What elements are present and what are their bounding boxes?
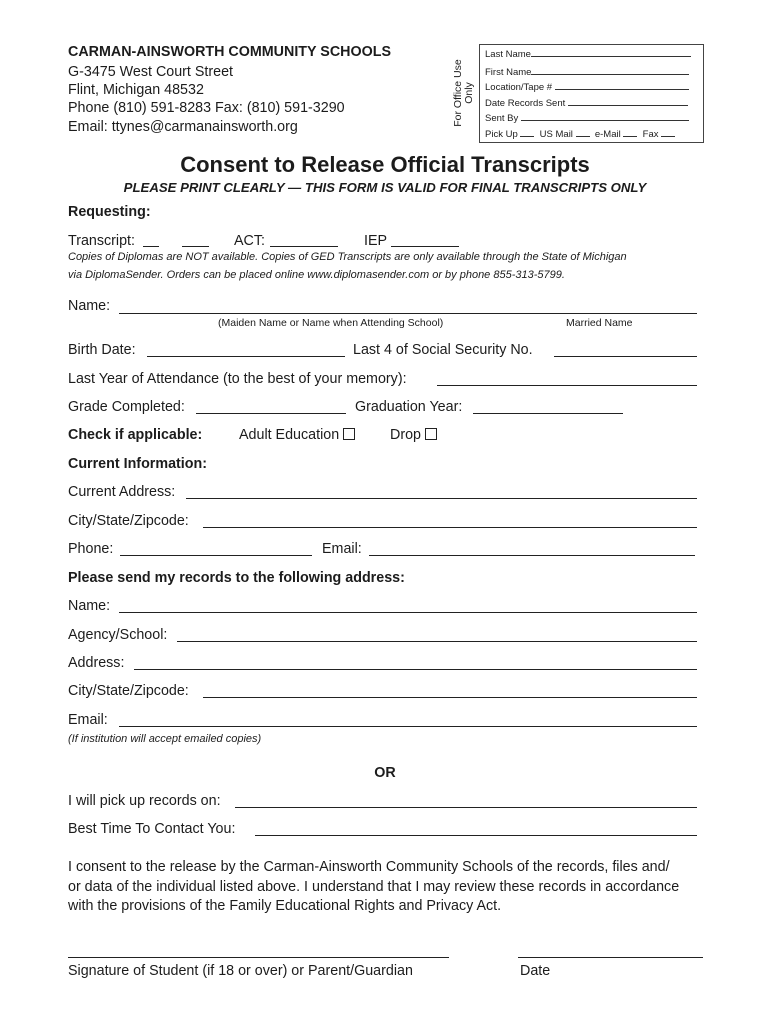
pickup-on-label: I will pick up records on: bbox=[68, 793, 221, 809]
last-year-field[interactable] bbox=[437, 385, 697, 386]
send-address-label: Address: bbox=[68, 655, 125, 671]
birth-date-label: Birth Date: bbox=[68, 342, 136, 358]
iep-field[interactable] bbox=[391, 246, 459, 247]
check-applicable-heading: Check if applicable: bbox=[68, 427, 203, 443]
consent-line-3: with the provisions of the Family Educational Rights and Privacy Act. bbox=[68, 898, 502, 914]
name-field[interactable] bbox=[119, 313, 697, 314]
consent-line-1: I consent to the release by the Carman-Ainsworth Community Schools of the records, files and/ bbox=[68, 859, 670, 875]
pickup-on-field[interactable] bbox=[235, 807, 697, 808]
send-email-field[interactable] bbox=[119, 726, 697, 727]
send-name-field[interactable] bbox=[119, 612, 697, 613]
office-delivery-method: Pick Up US Mail e-Mail Fax bbox=[485, 127, 675, 140]
office-date-sent: Date Records Sent bbox=[485, 96, 688, 109]
school-street: G-3475 West Court Street bbox=[68, 64, 234, 80]
office-first-name: First Name bbox=[485, 65, 689, 78]
ssn-label: Last 4 of Social Security No. bbox=[353, 342, 533, 358]
send-name-label: Name: bbox=[68, 598, 111, 614]
grade-label: Grade Completed: bbox=[68, 399, 185, 415]
office-location: Location/Tape # bbox=[485, 80, 689, 93]
date-field[interactable] bbox=[518, 957, 703, 958]
date-label: Date bbox=[520, 963, 551, 979]
school-email: Email: ttynes@carmanainsworth.org bbox=[68, 119, 298, 135]
current-info-heading: Current Information: bbox=[68, 456, 207, 472]
form-title: Consent to Release Official Transcripts bbox=[180, 152, 590, 177]
name-label: Name: bbox=[68, 298, 111, 314]
birth-date-field[interactable] bbox=[147, 356, 345, 357]
iep-label: IEP bbox=[364, 233, 388, 249]
signature-label: Signature of Student (if 18 or over) or Parent/Guardian bbox=[68, 963, 413, 979]
send-email-note: (If institution will accept emailed copies) bbox=[68, 733, 262, 745]
signature-field[interactable] bbox=[68, 957, 449, 958]
act-field[interactable] bbox=[270, 246, 338, 247]
drop-checkbox[interactable] bbox=[425, 428, 437, 440]
current-address-field[interactable] bbox=[186, 498, 697, 499]
transcript-field-1[interactable] bbox=[143, 246, 159, 247]
send-address-field[interactable] bbox=[134, 669, 697, 670]
office-use-box bbox=[479, 44, 704, 143]
current-email-label: Email: bbox=[322, 541, 362, 557]
transcript-field-2[interactable] bbox=[182, 246, 209, 247]
current-phone-label: Phone: bbox=[68, 541, 114, 557]
ssn-field[interactable] bbox=[554, 356, 697, 357]
office-last-name: Last Name bbox=[485, 47, 691, 60]
send-agency-field[interactable] bbox=[177, 641, 697, 642]
best-time-label: Best Time To Contact You: bbox=[68, 821, 236, 837]
best-time-field[interactable] bbox=[255, 835, 697, 836]
school-city: Flint, Michigan 48532 bbox=[68, 82, 204, 98]
requesting-heading: Requesting: bbox=[68, 204, 151, 220]
current-phone-field[interactable] bbox=[120, 555, 312, 556]
grade-field[interactable] bbox=[196, 413, 346, 414]
current-city-label: City/State/Zipcode: bbox=[68, 513, 189, 529]
adult-education-option[interactable]: Adult Education bbox=[239, 427, 355, 443]
married-name-caption: Married Name bbox=[566, 317, 633, 329]
office-sent-by: Sent By bbox=[485, 111, 689, 124]
send-email-label: Email: bbox=[68, 712, 108, 728]
act-label: ACT: bbox=[234, 233, 265, 249]
send-city-label: City/State/Zipcode: bbox=[68, 683, 189, 699]
adult-education-checkbox[interactable] bbox=[343, 428, 355, 440]
grad-year-label: Graduation Year: bbox=[355, 399, 463, 415]
consent-line-2: or data of the individual listed above. I understand that I may review these records in accordance bbox=[68, 879, 680, 895]
office-use-label: For Office Use Only bbox=[452, 59, 475, 127]
diploma-note-2: via DiplomaSender. Orders can be placed online www.diplomasender.com or by phone 855-313-5799. bbox=[68, 269, 565, 281]
current-address-label: Current Address: bbox=[68, 484, 176, 500]
school-name: CARMAN-AINSWORTH COMMUNITY SCHOOLS bbox=[68, 44, 391, 60]
grad-year-field[interactable] bbox=[473, 413, 623, 414]
form-subtitle: PLEASE PRINT CLEARLY — THIS FORM IS VALID FOR FINAL TRANSCRIPTS ONLY bbox=[123, 180, 647, 195]
maiden-name-caption: (Maiden Name or Name when Attending School) bbox=[218, 317, 444, 329]
send-city-field[interactable] bbox=[203, 697, 697, 698]
send-records-heading: Please send my records to the following address: bbox=[68, 570, 405, 586]
transcript-label: Transcript: bbox=[68, 233, 135, 249]
current-email-field[interactable] bbox=[369, 555, 695, 556]
current-city-field[interactable] bbox=[203, 527, 697, 528]
school-phone-fax: Phone (810) 591-8283 Fax: (810) 591-3290 bbox=[68, 100, 345, 116]
last-year-label: Last Year of Attendance (to the best of your memory): bbox=[68, 371, 407, 387]
or-divider: OR bbox=[374, 765, 396, 781]
drop-option[interactable]: Drop bbox=[390, 427, 437, 443]
send-agency-label: Agency/School: bbox=[68, 627, 168, 643]
diploma-note-1: Copies of Diplomas are NOT available. Copies of GED Transcripts are only available through the State of Michigan bbox=[68, 251, 627, 263]
